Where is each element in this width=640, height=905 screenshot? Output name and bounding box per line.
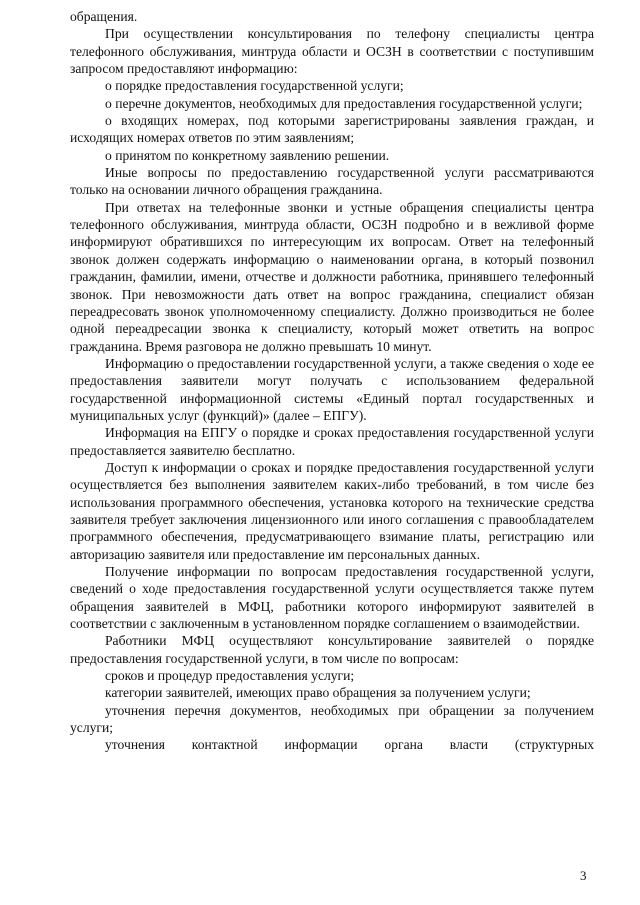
paragraph-epgu-info: Информацию о предоставлении государственной услуги, а также сведения о ходе ее предоставления заявители могут получать с использованием федеральной государственной информационной системы «Единый портал государственных и муниципальных услуг (функций)» (далее – ЕПГУ). xyxy=(70,355,594,423)
page-number: 3 xyxy=(580,868,587,883)
paragraph-mfc-info: Получение информации по вопросам предоставления государственной услуги, сведений о ходе предоставления государственной услуги осуществляется также путем обращения заявителей в МФЦ, работники которого информируют заявителей в соответствии с заключенным в установленном порядке соглашением о взаимодействии. xyxy=(70,564,594,632)
list-item-procedure: о порядке предоставления государственной услуги; xyxy=(105,78,404,94)
paragraph-phone-consulting: При осуществлении консультирования по телефону специалисты центра телефонного обслуживания, минтруда области и ОСЗН в соответствии с поступившим запросом предоставляют информацию: xyxy=(70,26,594,77)
list-item-contact-info: уточнения контактной информации органа власти (структурных xyxy=(105,737,594,753)
list-item-registration-numbers: о входящих номерах, под которыми зарегистрированы заявления граждан, и исходящих номерах ответов по этим заявлениям; xyxy=(70,113,594,146)
list-item-documents: о перечне документов, необходимых для предоставления государственной услуги; xyxy=(105,95,583,111)
paragraph-continuation: обращения. xyxy=(70,9,138,24)
paragraph-other-questions: Иные вопросы по предоставлению государственной услуги рассматриваются только на основании личного обращения гражданина. xyxy=(70,165,594,198)
list-item-categories: категории заявителей, имеющих право обращения за получением услуги; xyxy=(105,685,531,701)
list-item-terms: сроков и процедур предоставления услуги; xyxy=(105,668,355,684)
list-item-document-list: уточнения перечня документов, необходимых при обращении за получением услуги; xyxy=(70,702,594,736)
paragraph-phone-answers: При ответах на телефонные звонки и устные обращения специалисты центра телефонного обслуживания, минтруда области, ОСЗН подробно и в вежливой форме информируют обратившихся по интересующим их вопросам. Ответ на телефонный звонок должен содержать информацию о наименовании органа, в который позвонил гражданин, фамилии, имени, отчестве и должности работника, принявшего телефонный звонок. При невозможности дать ответ на вопрос гражданина, специалист обязан переадресовать звонок уполномоченному специалисту. Должно производиться не более одной переадресации звонка к специалисту, который может ответить на вопрос гражданина. Время разговора не должно превышать 10 минут. xyxy=(70,199,594,354)
paragraph-access: Доступ к информации о сроках и порядке предоставления государственной услуги осуществляется без выполнения заявителем каких-либо требований, в том числе без использования программного обеспечения, установка которого на технические средства заявителя требует заключения лицензионного или иного соглашения с правообладателем программного обеспечения, предусматривающего взимание платы, регистрацию или авторизацию заявителя или предоставление им персональных данных. xyxy=(70,459,594,562)
paragraph-epgu-free: Информация на ЕПГУ о порядке и сроках предоставления государственной услуги предоставляется заявителю бесплатно. xyxy=(70,425,594,458)
document-body xyxy=(70,8,594,754)
paragraph-mfc-consulting: Работники МФЦ осуществляют консультирование заявителей о порядке предоставления государственной услуги, в том числе по вопросам: xyxy=(70,633,594,666)
list-item-decision: о принятом по конкретному заявлению решении. xyxy=(105,147,390,163)
